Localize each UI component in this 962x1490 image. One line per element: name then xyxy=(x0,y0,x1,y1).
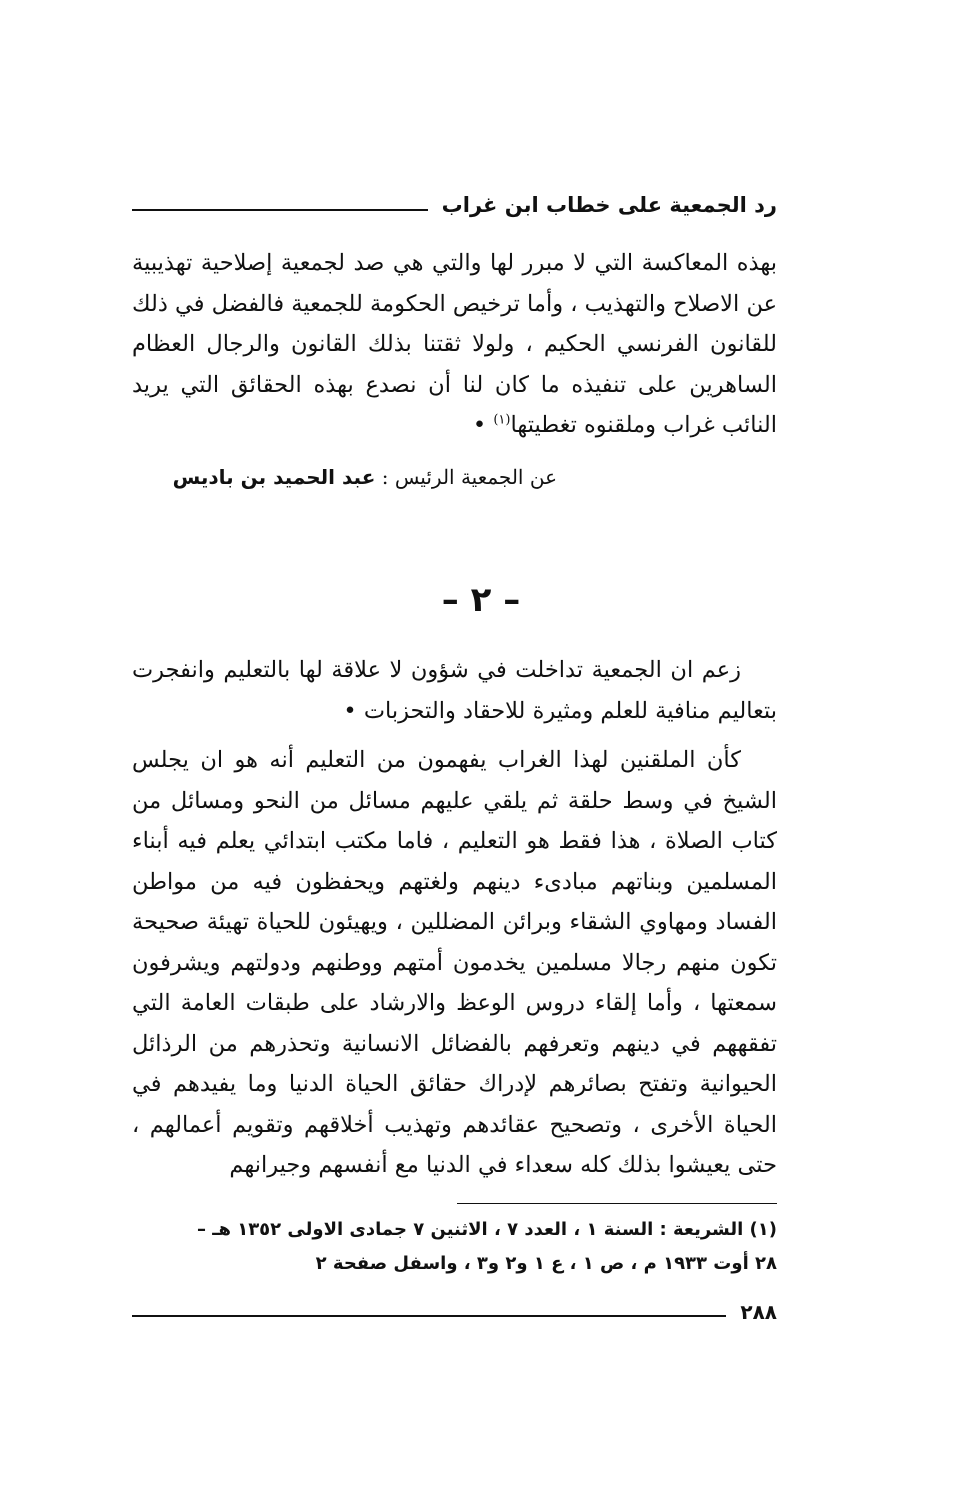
signature-line xyxy=(137,465,557,489)
footer-rule xyxy=(132,1315,726,1317)
paragraph-1 xyxy=(132,243,777,446)
signature-prefix: عن الجمعية الرئيس : xyxy=(375,465,557,489)
footnote-reference: (١) xyxy=(493,412,511,428)
paragraph-2: زعم ان الجمعية تداخلت في شؤون لا علاقة لها بالتعليم وانفجرت بتعاليم منافية للعلم ومثيرة للاحقاد والتحزبات • xyxy=(132,657,777,724)
footnote-rule xyxy=(457,1203,777,1204)
footnote xyxy=(132,1213,777,1281)
footnote-line-1: (١) الشريعة : السنة ١ ، العدد ٧ ، الاثنين ٧ جمادى الاولى ١٣٥٢ هـ – xyxy=(197,1219,777,1240)
footnote-line-2: ٢٨ أوت ١٩٣٣ م ، ص ١ ، ع ١ و٢ و٣ ، واسفل صفحة ٢ xyxy=(315,1253,777,1274)
paragraph-3: كأن الملقنين لهذا الغراب يفهمون من التعليم أنه هو ان يجلس الشيخ في وسط حلقة ثم يلقي عليهم مسائل من النحو ومسائل من كتاب الصلاة ، هذا فقط هو التعليم ، فاما مكتب ابتدائي يعلم فيه أبناء المسلمين وبناتهم مبادىء دينهم ولغتهم ويحفظون فيه من مواطن الفساد ومهاوي الشقاء وبرائن المضللين ، ويهيئون للحياة تهيئة صحيحة تكون منهم رجالا مسلمين يخدمون أمتهم ووطنهم ودولتهم ويشرفون سمعتها ، وأما إلقاء دروس الوعظ والارشاد على طبقات العامة التي تفقههم في دينهم وتعرفهم بالفضائل الانسانية وتحذرهم من الرذائل الحيوانية وتفتح بصائرهم لإدراك حقائق الحياة الدنيا وما يفيدهم في الحياة الأخرى ، وتصحيح عقائدهم وتهذيب أخلاقهم وتقويم أعمالهم ، حتى يعيشوا بذلك كله سعداء في الدنيا مع أنفسهم وجيرانهم xyxy=(132,747,777,1178)
section-number: – ٢ – xyxy=(441,580,521,620)
header-rule xyxy=(132,209,428,211)
paragraph-1-text: بهذه المعاكسة التي لا مبرر لها والتي هي صد لجمعية إصلاحية تهذيبية عن الاصلاح والتهذيب ، وأما ترخيص الحكومة للجمعية فالفضل في ذلك للقانون الفرنسي الحكيم ، ولولا ثقتنا بذلك القانون والرجال العظام الساهرين على تنفيذه ما كان لنا أن نصدع بهذه الحقائق التي يريد النائب غراب وملقنوه تغطيتها xyxy=(132,250,777,438)
running-header xyxy=(132,190,777,220)
signature-name: عبد الحميد بن باديس xyxy=(172,465,376,489)
paragraph-1-end-mark: • xyxy=(472,412,494,438)
running-title: رد الجمعية على خطاب ابن غراب xyxy=(441,193,777,217)
page-number: ٢٨٨ xyxy=(740,1300,777,1324)
page-footer xyxy=(132,1297,777,1327)
